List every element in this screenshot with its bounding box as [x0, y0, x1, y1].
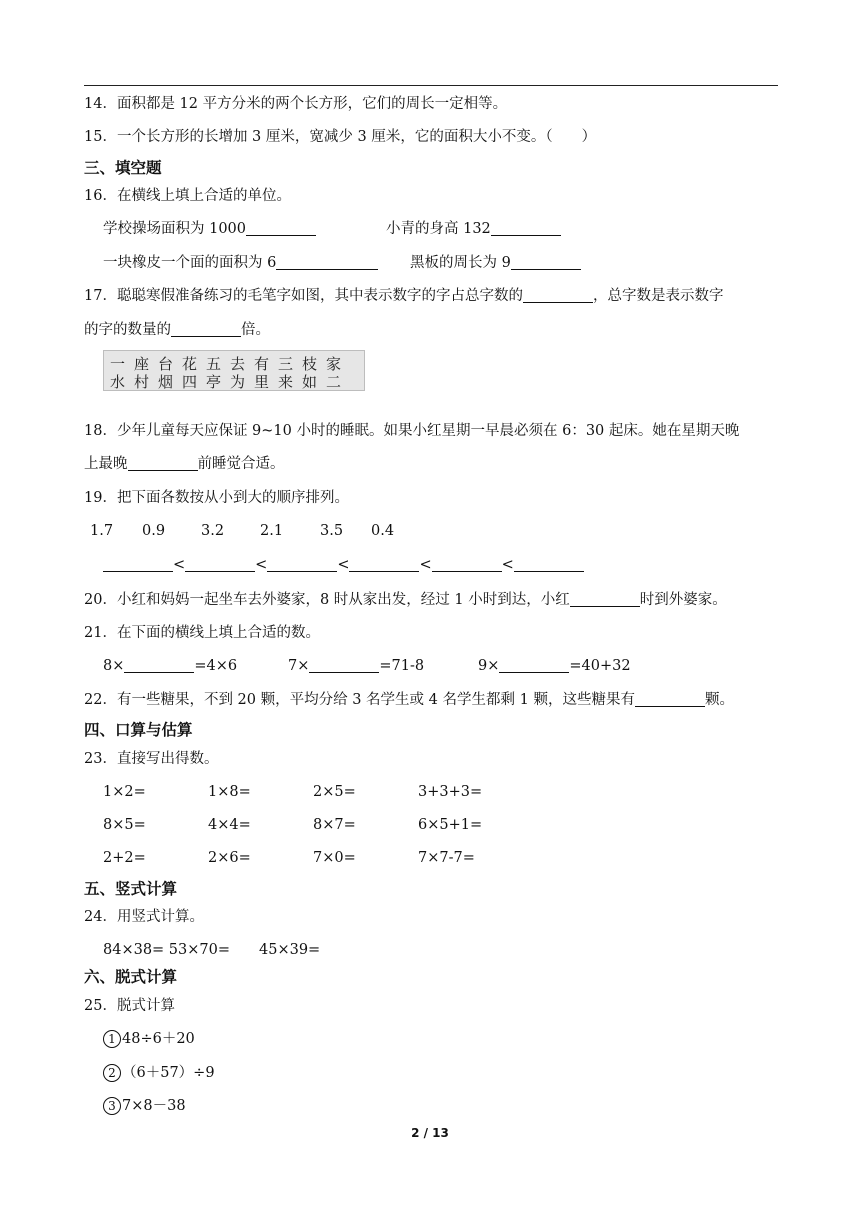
question-20	[84, 590, 727, 610]
q17-text-b: ，总字数是表示数字	[592, 288, 724, 304]
q25-expression: 48÷6＋20	[122, 1031, 195, 1047]
q19-number: 3.5	[320, 523, 344, 539]
q21-post: =40+32	[569, 658, 631, 674]
answer-blank[interactable]	[511, 254, 581, 270]
question-18-line2	[84, 454, 285, 474]
q16-item-1	[103, 219, 316, 239]
question-25: 25．脱式计算	[84, 998, 175, 1014]
q16-item-2-text: 小青的身高 132	[386, 221, 491, 237]
question-22	[84, 690, 734, 710]
q23-item: 2+2=	[103, 850, 146, 866]
less-than-sign: <	[173, 557, 186, 573]
q23-item: 8×5=	[103, 817, 146, 833]
q23-item: 7×0=	[313, 850, 356, 866]
q19-ordering-row	[103, 555, 584, 575]
less-than-sign: <	[419, 557, 432, 573]
question-14: 14．面积都是 12 平方分米的两个长方形，它们的周长一定相等。	[84, 96, 508, 112]
q25-item-2	[103, 1063, 215, 1083]
calligraphy-row-2: 水村烟四亭为里来如二	[110, 373, 351, 391]
q25-expression: 7×8－38	[122, 1098, 186, 1114]
answer-blank[interactable]	[103, 556, 173, 572]
q23-item: 2×6=	[208, 850, 251, 866]
less-than-sign: <	[255, 557, 268, 573]
page-number: 2 / 13	[411, 1126, 449, 1140]
q21-item-2	[288, 656, 424, 676]
q16-item-3-text: 一块橡皮一个面的面积为 6	[103, 255, 277, 271]
q21-pre: 8×	[103, 658, 125, 674]
q17-text-d: 倍。	[241, 322, 270, 338]
q19-number: 1.7	[90, 523, 114, 539]
q22-text-b: 颗。	[704, 692, 734, 708]
q23-item: 2×5=	[313, 784, 356, 800]
q21-item-1	[103, 656, 237, 676]
answer-blank[interactable]	[309, 657, 379, 673]
q25-expression: （6＋57）÷9	[122, 1065, 215, 1081]
answer-blank[interactable]	[570, 591, 640, 607]
q21-pre: 9×	[478, 658, 500, 674]
q21-item-3	[478, 656, 631, 676]
question-15: 15．一个长方形的长增加 3 厘米，宽减少 3 厘米，它的面积大小不变。（ ）	[84, 129, 597, 145]
q19-number: 0.4	[371, 523, 395, 539]
q23-item: 6×5+1=	[418, 817, 483, 833]
answer-blank[interactable]	[185, 556, 255, 572]
q17-text-a: 17．聪聪寒假准备练习的毛笔字如图，其中表示数字的字占总字数的	[84, 288, 523, 304]
header-rule	[84, 85, 778, 86]
q25-item-1	[103, 1029, 195, 1049]
answer-blank[interactable]	[276, 254, 378, 270]
q16-item-4	[410, 253, 581, 273]
q21-post: =71-8	[379, 658, 425, 674]
q22-text-a: 22．有一些糖果，不到 20 颗，平均分给 3 名学生或 4 名学生都剩 1 颗，这些糖果有	[84, 692, 635, 708]
q23-item: 8×7=	[313, 817, 356, 833]
question-16: 16．在横线上填上合适的单位。	[84, 188, 291, 204]
q23-item: 7×7-7=	[418, 850, 475, 866]
q23-item: 1×2=	[103, 784, 146, 800]
answer-blank[interactable]	[635, 691, 705, 707]
section-heading-vertical-calc: 五、竖式计算	[84, 880, 178, 898]
q23-item: 4×4=	[208, 817, 251, 833]
answer-blank[interactable]	[267, 556, 337, 572]
answer-blank[interactable]	[432, 556, 502, 572]
answer-blank[interactable]	[246, 220, 316, 236]
answer-blank[interactable]	[128, 455, 198, 471]
calligraphy-image	[103, 350, 365, 391]
q17-text-c: 的字的数量的	[84, 322, 171, 338]
q18-text-b: 前睡觉合适。	[197, 456, 285, 472]
less-than-sign: <	[501, 557, 514, 573]
q21-post: =4×6	[194, 658, 238, 674]
q19-number: 2.1	[260, 523, 284, 539]
question-17-line2	[84, 320, 270, 340]
question-17-line1	[84, 286, 723, 306]
q23-item: 3+3+3=	[418, 784, 483, 800]
section-heading-mental-math: 四、口算与估算	[84, 721, 193, 739]
answer-blank[interactable]	[171, 321, 241, 337]
q25-item-3	[103, 1096, 186, 1116]
answer-blank[interactable]	[499, 657, 569, 673]
answer-blank[interactable]	[349, 556, 419, 572]
q24-items: 84×38= 53×70= 45×39=	[103, 942, 321, 958]
section-heading-fill-blank: 三、填空题	[84, 159, 162, 177]
question-24: 24．用竖式计算。	[84, 909, 204, 925]
q16-item-1-text: 学校操场面积为 1000	[103, 221, 247, 237]
q20-text-a: 20．小红和妈妈一起坐车去外婆家，8 时从家出发，经过 1 小时到达，小红	[84, 592, 570, 608]
circled-number: 3	[103, 1097, 121, 1115]
calligraphy-row-1: 一座台花五去有三枝家	[110, 355, 351, 373]
answer-blank[interactable]	[514, 556, 584, 572]
less-than-sign: <	[337, 557, 350, 573]
question-21: 21．在下面的横线上填上合适的数。	[84, 625, 320, 641]
answer-blank[interactable]	[523, 287, 593, 303]
question-19: 19．把下面各数按从小到大的顺序排列。	[84, 490, 349, 506]
answer-blank[interactable]	[491, 220, 561, 236]
answer-blank[interactable]	[124, 657, 194, 673]
q16-item-3	[103, 253, 378, 273]
circled-number: 1	[103, 1030, 121, 1048]
q18-text-a: 上最晚	[84, 456, 128, 472]
q23-item: 1×8=	[208, 784, 251, 800]
question-23: 23．直接写出得数。	[84, 751, 219, 767]
q20-text-b: 时到外婆家。	[639, 592, 727, 608]
section-heading-step-calc: 六、脱式计算	[84, 968, 178, 986]
q19-number: 3.2	[201, 523, 225, 539]
q19-number: 0.9	[142, 523, 166, 539]
q21-pre: 7×	[288, 658, 310, 674]
q16-item-4-text: 黑板的周长为 9	[410, 255, 511, 271]
circled-number: 2	[103, 1064, 121, 1082]
question-18-line1: 18．少年儿童每天应保证 9~10 小时的睡眠。如果小红星期一早晨必须在 6：30 起床。她在星期天晚	[84, 423, 740, 439]
q16-item-2	[386, 219, 561, 239]
